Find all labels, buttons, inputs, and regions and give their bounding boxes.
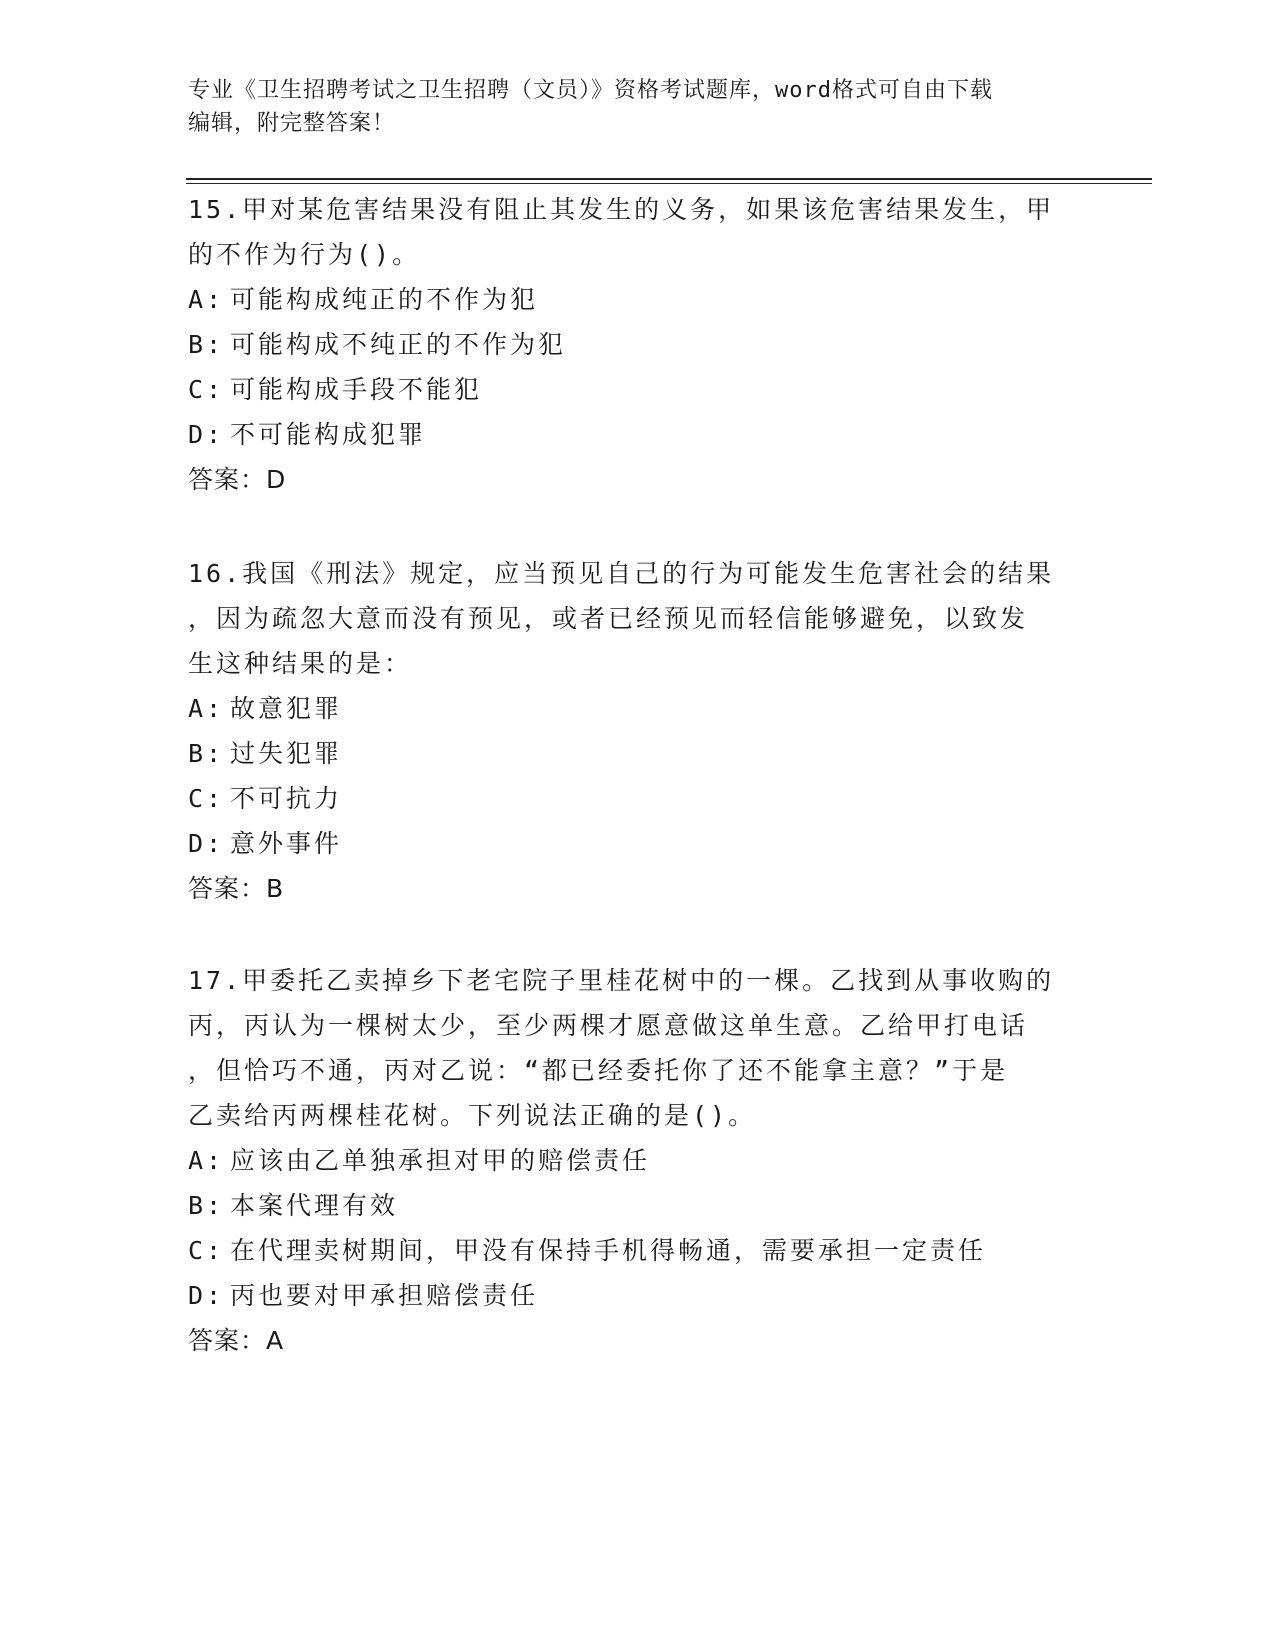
option-a xyxy=(188,1138,1088,1183)
option-text: 在代理卖树期间，甲没有保持手机得畅通，需要承担一定责任 xyxy=(230,1236,987,1265)
option-text: 可能构成不纯正的不作为犯 xyxy=(230,330,567,359)
option-text: 过失犯罪 xyxy=(230,739,343,768)
option-key: A: xyxy=(188,1146,225,1175)
answer-line: 答案：D xyxy=(188,465,287,494)
option-c xyxy=(188,776,1088,821)
option-d xyxy=(188,1273,1088,1318)
document-header xyxy=(188,74,1088,140)
option-key: C: xyxy=(188,1236,225,1265)
option-key: C: xyxy=(188,375,225,404)
option-d xyxy=(188,821,1088,866)
option-text: 本案代理有效 xyxy=(230,1191,399,1220)
option-key: A: xyxy=(188,694,225,723)
header-line-2: 编辑，附完整答案！ xyxy=(188,111,396,136)
option-text: 意外事件 xyxy=(230,829,343,858)
option-key: D: xyxy=(188,420,225,449)
question-stem-line: ，因为疏忽大意而没有预见，或者已经预见而轻信能够避免，以致发 xyxy=(188,604,1029,633)
option-key: A: xyxy=(188,285,225,314)
question-stem-line: 16.我国《刑法》规定，应当预见自己的行为可能发生危害社会的结果 xyxy=(188,559,1055,588)
option-b xyxy=(188,731,1088,776)
option-key: C: xyxy=(188,784,225,813)
option-key: B: xyxy=(188,330,225,359)
question-15 xyxy=(188,187,1088,502)
option-text: 不可能构成犯罪 xyxy=(230,420,427,449)
option-c xyxy=(188,367,1088,412)
question-stem-line: 15.甲对某危害结果没有阻止其发生的义务，如果该危害结果发生，甲 xyxy=(188,195,1055,224)
answer-line: 答案：B xyxy=(188,874,285,903)
option-text: 应该由乙单独承担对甲的赔偿责任 xyxy=(230,1146,651,1175)
option-key: B: xyxy=(188,1191,225,1220)
option-text: 丙也要对甲承担赔偿责任 xyxy=(230,1281,539,1310)
option-key: B: xyxy=(188,739,225,768)
option-d xyxy=(188,412,1088,457)
question-stem-line: 乙卖给丙两棵桂花树。下列说法正确的是()。 xyxy=(188,1101,757,1130)
option-a xyxy=(188,686,1088,731)
question-stem-line: 生这种结果的是： xyxy=(188,649,413,678)
question-stem-line: ，但恰巧不通，丙对乙说：“都已经委托你了还不能拿主意？”于是 xyxy=(188,1056,1009,1085)
option-b xyxy=(188,322,1088,367)
question-stem-line: 的不作为行为()。 xyxy=(188,240,421,269)
option-text: 故意犯罪 xyxy=(230,694,343,723)
option-text: 可能构成纯正的不作为犯 xyxy=(230,285,539,314)
question-stem-line: 17.甲委托乙卖掉乡下老宅院子里桂花树中的一棵。乙找到从事收购的 xyxy=(188,966,1055,995)
question-17 xyxy=(188,958,1088,1363)
option-key: D: xyxy=(188,829,225,858)
header-line-1: 专业《卫生招聘考试之卫生招聘（文员）》资格考试题库，word格式可自由下载 xyxy=(188,78,993,103)
option-key: D: xyxy=(188,1281,225,1310)
answer-line: 答案：A xyxy=(188,1326,285,1355)
option-c xyxy=(188,1228,1088,1273)
header-divider-thick xyxy=(186,178,1152,180)
question-16 xyxy=(188,551,1088,911)
header-divider-thin xyxy=(186,183,1152,184)
option-a xyxy=(188,277,1088,322)
option-b xyxy=(188,1183,1088,1228)
option-text: 可能构成手段不能犯 xyxy=(230,375,483,404)
option-text: 不可抗力 xyxy=(230,784,343,813)
question-stem-line: 丙，丙认为一棵树太少，至少两棵才愿意做这单生意。乙给甲打电话 xyxy=(188,1011,1029,1040)
